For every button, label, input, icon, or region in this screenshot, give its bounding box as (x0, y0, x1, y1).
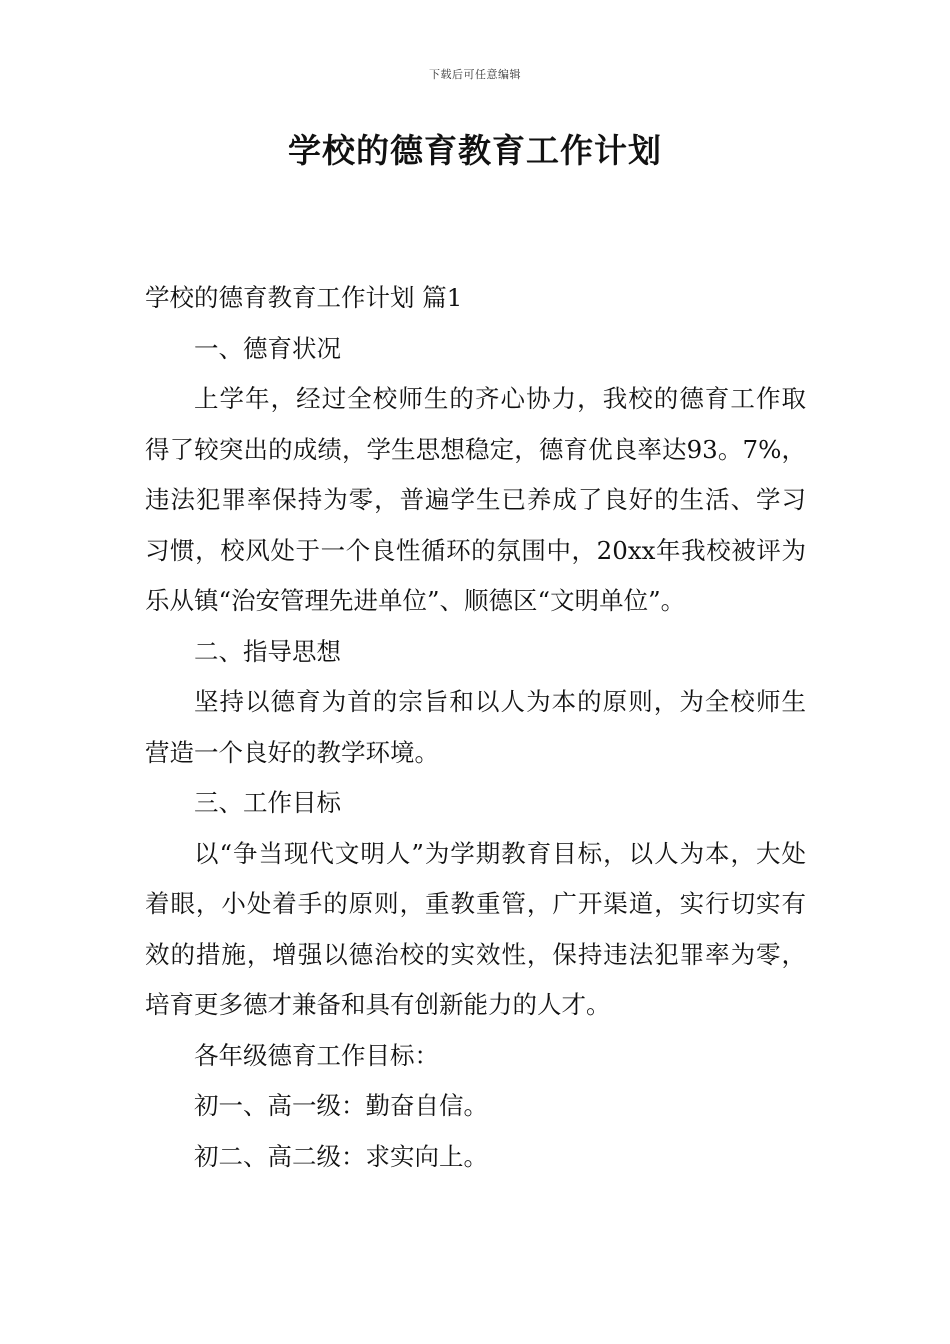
body-paragraph: 以“争当现代文明人”为学期教育目标，以人为本，大处着眼，小处着手的原则，重教重管，广开渠道，实行切实有效的措施，增强以德治校的实效性，保持违法犯罪率为零，培育更多德才兼备和具有创新能力的人才。 (145, 838, 806, 1019)
document-body (145, 273, 806, 1182)
subsection-heading: 二、指导思想 (194, 636, 341, 666)
body-paragraph: 上学年，经过全校师生的齐心协力，我校的德育工作取得了较突出的成绩，学生思想稳定，德育优良率达93。7%，违法犯罪率保持为零，普遍学生已养成了良好的生活、学习习惯，校风处于一个良性循环的氛围中，20xx年我校被评为乐从镇“治安管理先进单位”、顺德区“文明单位”。 (145, 384, 806, 615)
list-item: 初二、高二级：求实向上。 (194, 1141, 488, 1171)
subsection-heading: 一、德育状况 (194, 333, 341, 363)
list-item: 初一、高一级：勤奋自信。 (194, 1091, 488, 1120)
subsection-heading: 三、工作目标 (194, 788, 341, 817)
body-paragraph: 坚持以德育为首的宗旨和以人为本的原则，为全校师生营造一个良好的教学环境。 (145, 687, 806, 767)
section-heading: 学校的德育教育工作计划 篇1 (145, 283, 463, 312)
header-note: 下载后可任意编辑 (429, 68, 521, 81)
document-title: 学校的德育教育工作计划 (288, 131, 662, 170)
body-paragraph: 各年级德育工作目标： (194, 1040, 439, 1070)
